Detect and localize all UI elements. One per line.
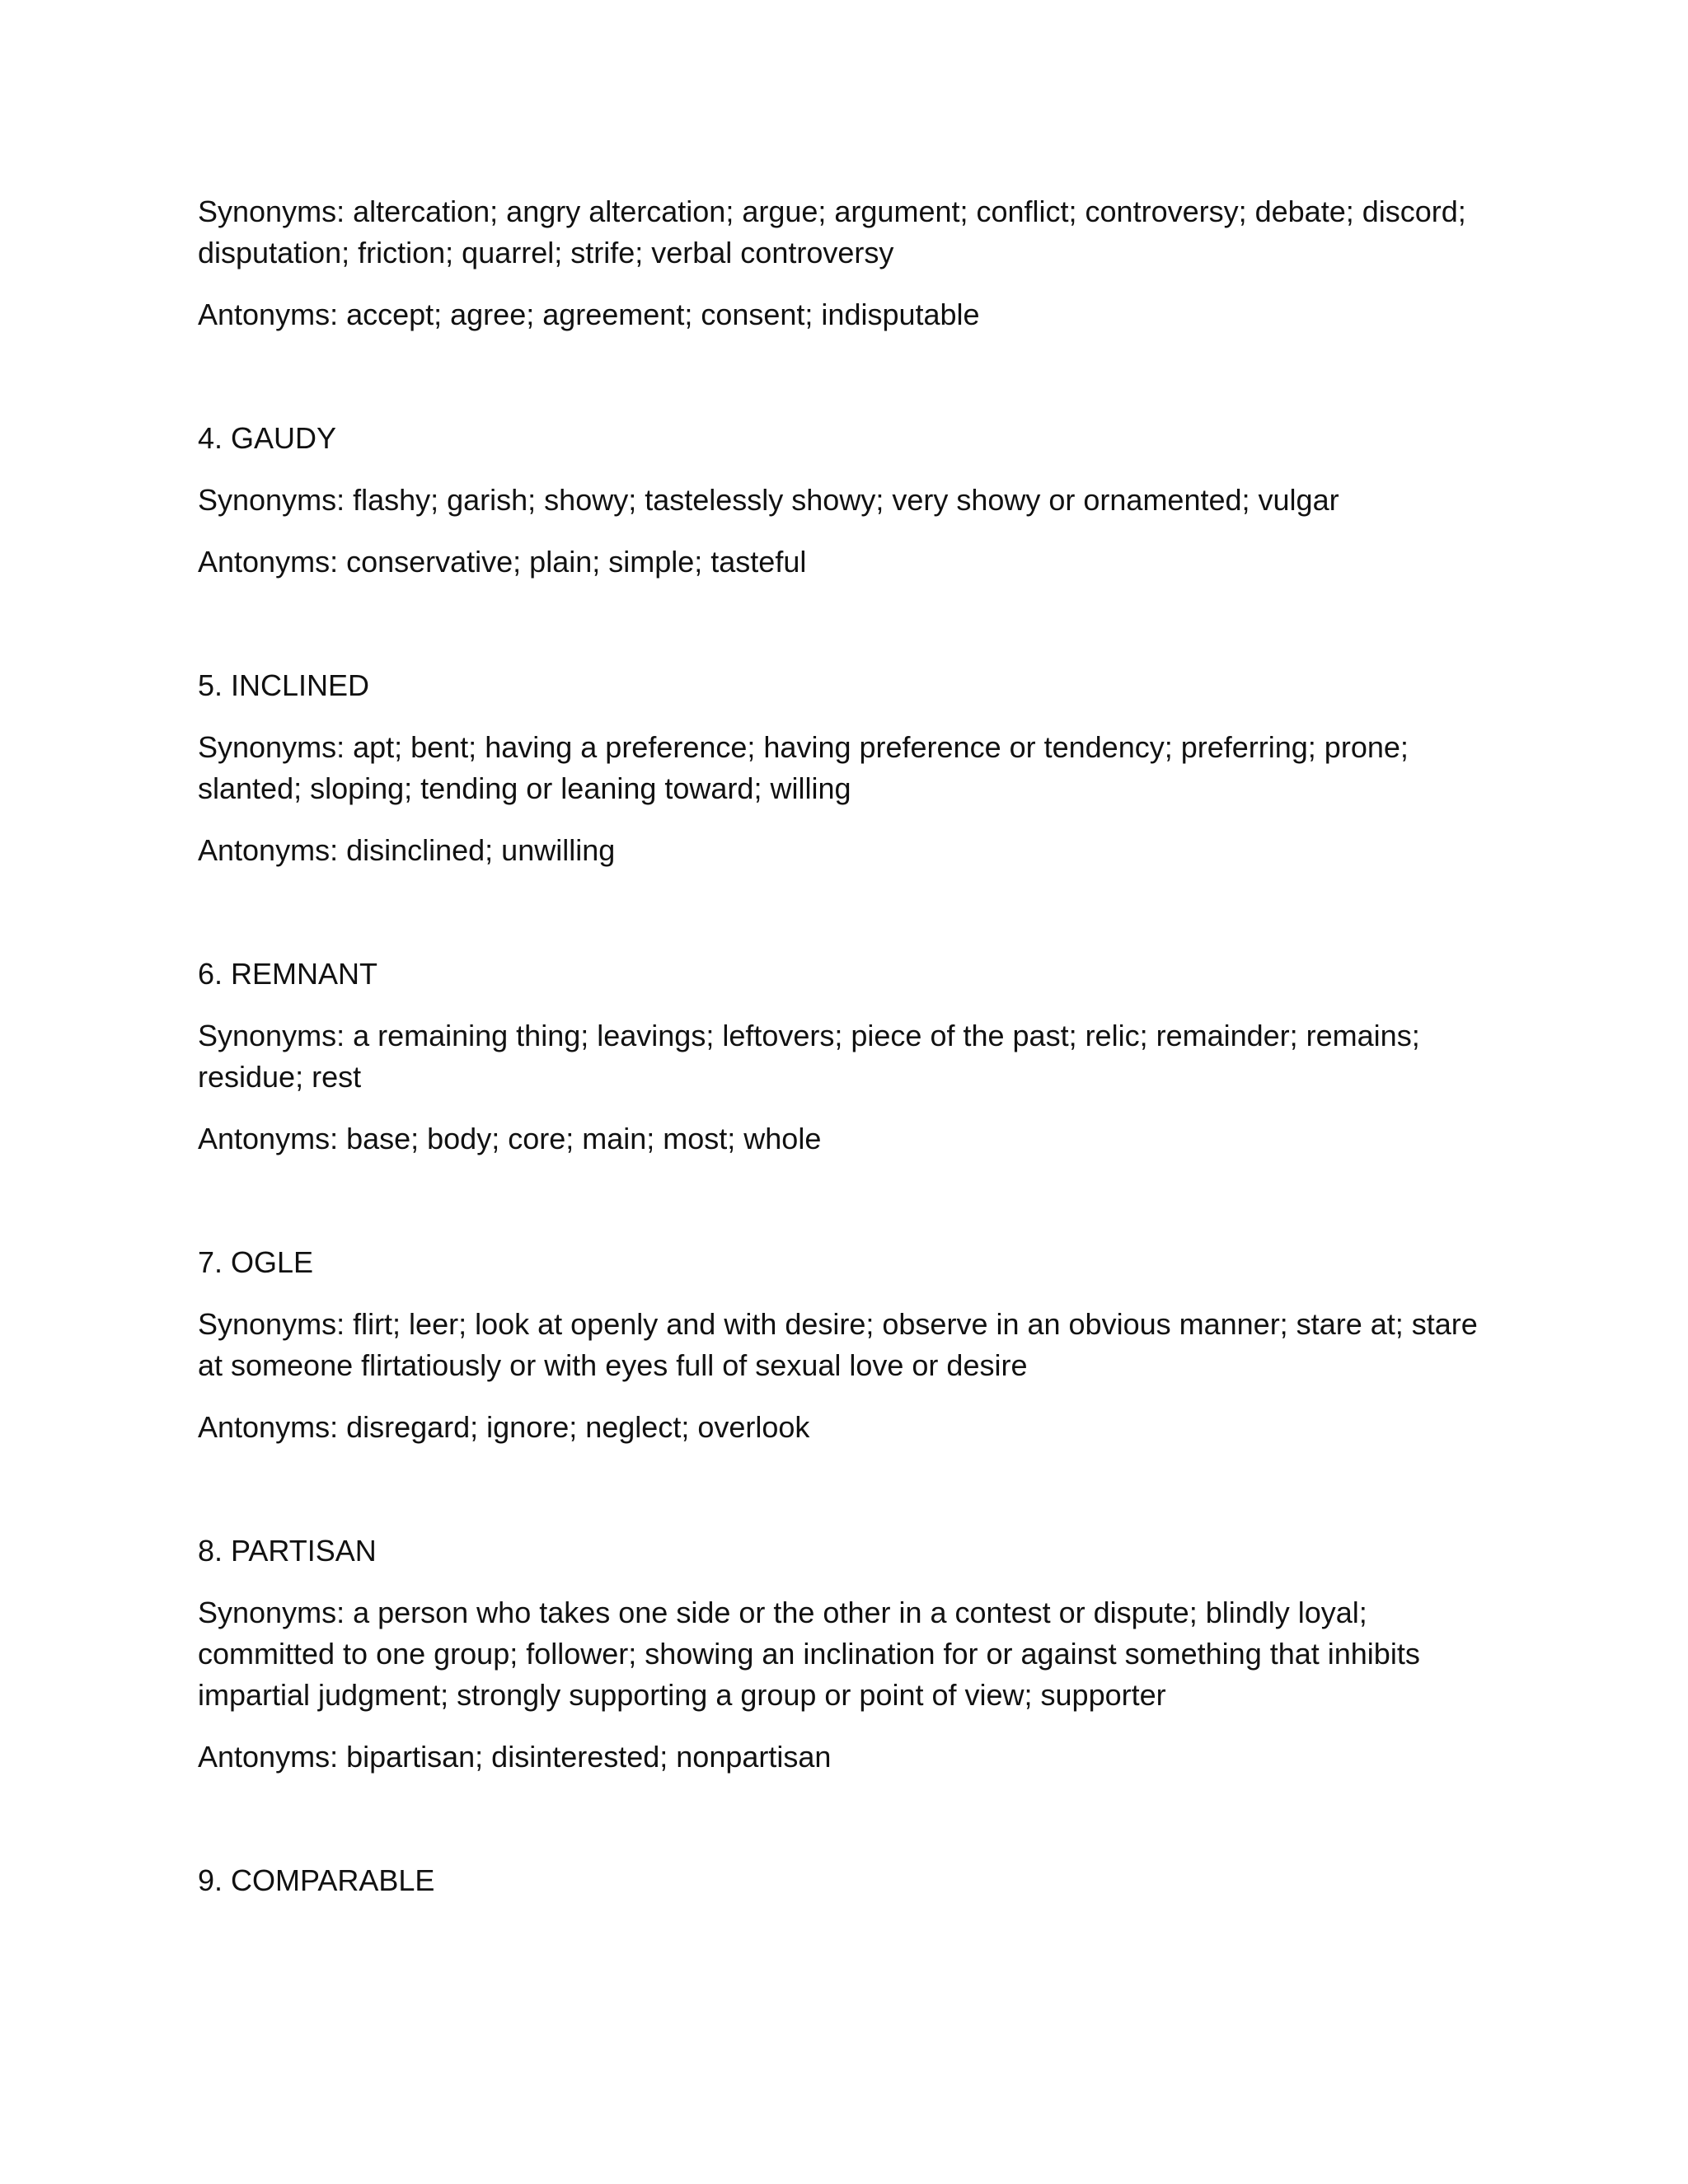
antonyms-line: Antonyms: base; body; core; main; most; whole: [198, 1122, 822, 1155]
entry-remnant: [198, 954, 1496, 1160]
synonyms-line: Synonyms: flirt; leer; look at openly and with desire; observe in an obvious manner; stare at; stare at someone flirtatiously or with eyes full of sexual love or desire: [198, 1307, 1478, 1382]
antonyms-line: Antonyms: disregard; ignore; neglect; overlook: [198, 1410, 810, 1444]
document-body: [198, 191, 1496, 1901]
entry-heading: 4. GAUDY: [198, 421, 337, 455]
entry-partisan: [198, 1530, 1496, 1778]
synonyms-line: Synonyms: apt; bent; having a preference; having preference or tendency; preferring; prone; slanted; sloping; tending or leaning toward; willing: [198, 730, 1409, 805]
entry-heading: 7. OGLE: [198, 1245, 314, 1279]
antonyms-line: Antonyms: conservative; plain; simple; tasteful: [198, 545, 807, 579]
entry-inclined: [198, 665, 1496, 871]
entry-gaudy: [198, 418, 1496, 583]
synonyms-line: Synonyms: altercation; angry altercation; argue; argument; conflict; controversy; debate; discord; disputation; friction; quarrel; strife; verbal controversy: [198, 194, 1466, 269]
entry-heading: 9. COMPARABLE: [198, 1863, 435, 1897]
entry-3-continued: [198, 191, 1496, 335]
antonyms-line: Antonyms: bipartisan; disinterested; nonpartisan: [198, 1740, 832, 1774]
entry-heading: 5. INCLINED: [198, 668, 370, 702]
synonyms-line: Synonyms: a remaining thing; leavings; leftovers; piece of the past; relic; remainder; remains; residue; rest: [198, 1019, 1420, 1094]
entry-heading: 8. PARTISAN: [198, 1534, 377, 1568]
antonyms-line: Antonyms: disinclined; unwilling: [198, 833, 616, 867]
antonyms-line: Antonyms: accept; agree; agreement; consent; indisputable: [198, 298, 980, 331]
entry-heading: 6. REMNANT: [198, 957, 378, 991]
entry-ogle: [198, 1242, 1496, 1448]
entry-comparable: [198, 1860, 1496, 1901]
synonyms-line: Synonyms: a person who takes one side or the other in a contest or dispute; blindly loyal; committed to one group; follower; showing an inclination for or against something that inhibits impartial judgment; strongly supporting a group or point of view; supporter: [198, 1596, 1420, 1712]
synonyms-line: Synonyms: flashy; garish; showy; tastelessly showy; very showy or ornamented; vulgar: [198, 483, 1339, 517]
